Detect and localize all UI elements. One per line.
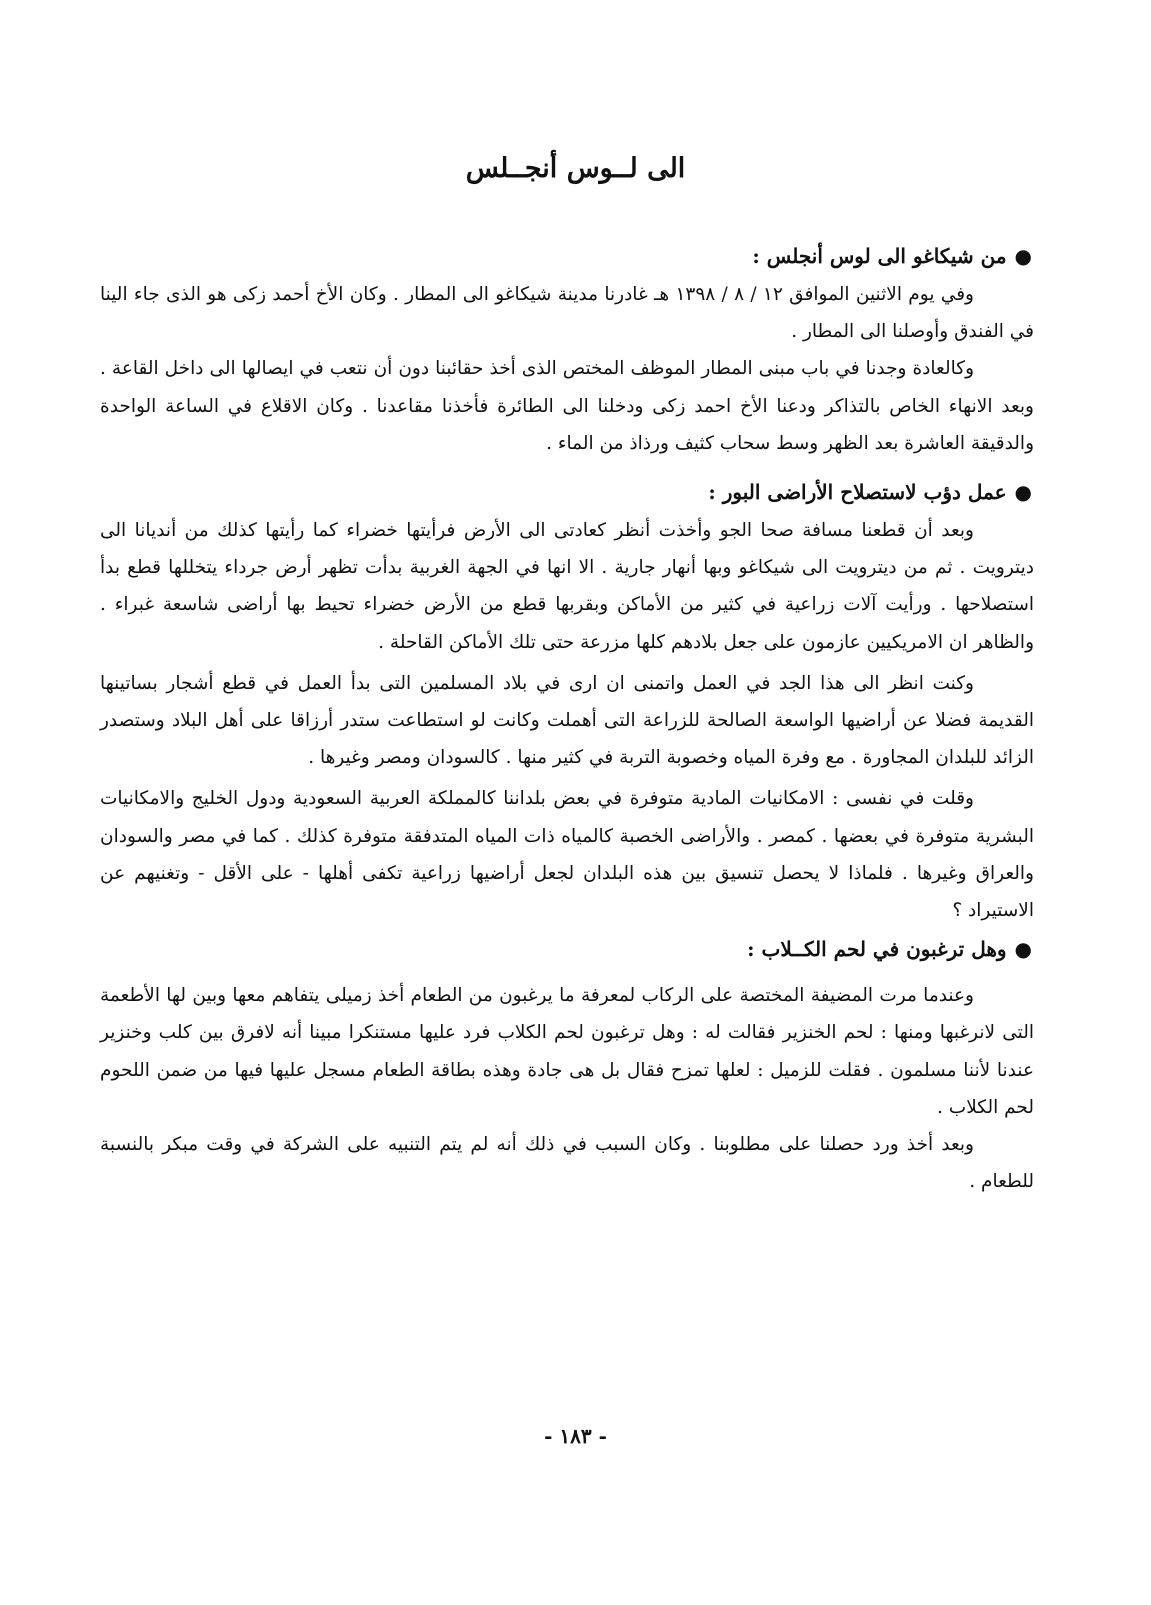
section-heading-1: ●من شيكاغو الى لوس أنجلس : [752, 244, 1032, 268]
bullet-icon: ● [1014, 937, 1032, 962]
paragraph: وقلت في نفسى : الامكانيات المادية متوفرة في بعض بلداننا كالمملكة العربية السعودية ودول الخليج والامكانيات البشرية متوفرة في بعضها . كمصر . والأراضى الخصبة كالمياه ذات المياه المتدفقة متوفرة كذلك . كما في مصر والسودان والعراق وغيرها . فلماذا لا يحصل تنسيق بين هذه البلدان لجعل أراضيها زراعية تكفى أهلها - على الأقل - وتغنيهم عن الاستيراد ؟ [100, 788, 1034, 922]
chapter-title: الى لــوس أنجــلس [465, 153, 686, 184]
bullet-icon: ● [1014, 244, 1032, 268]
paragraph: وكالعادة وجدنا في باب مبنى المطار الموظف المختص الذى أخذ حقائبنا دون أن نتعب في ايصالها الى داخل القاعة . وبعد الانهاء الخاص بالتذاكر ودعنا الأخ احمد زكى ودخلنا الى الطائرة فأخذنا مقاعدنا . وكان الاقلاع في الساعة الواحدة والدقيقة العاشرة بعد الظهر وسط سحاب كثيف ورذاذ من الماء . [100, 358, 1034, 454]
paragraph: وفي يوم الاثنين الموافق ١٢ / ٨ / ١٣٩٨ هـ غادرنا مدينة شيكاغو الى المطار . وكان الأخ أحمد زكى هو الذى جاء الينا في الفندق وأوصلنا الى المطار . [100, 284, 1034, 343]
section-heading-3: ●وهل ترغبون في لحم الكــلاب : [747, 937, 1032, 962]
paragraph: وبعد أن قطعنا مسافة صحا الجو وأخذت أنظر كعادتى الى الأرض فرأيتها خضراء كما رأيتها كذلك من أنديانا الى ديترويت . ثم من ديترويت الى شيكاغو وبها أنهار جارية . الا انها في الجهة الغربية بدأت تظهر أرض جرداء يتخللها قطع بدأ استصلاحها . ورأيت آلات زراعية في كثير من الأماكن وبقربها قطع من الأرض خضراء تحيط بها أراضى شاسعة غبراء . والظاهر ان الامريكيين عازمون على جعل بلادهم كلها مزرعة حتى تلك الأماكن القاحلة . [100, 520, 1034, 653]
document-body [100, 236, 1034, 1200]
paragraph: وبعد أخذ ورد حصلنا على مطلوبنا . وكان السبب في ذلك أنه لم يتم التنبيه على الشركة في وقت مبكر بالنسبة للطعام . [100, 1134, 1034, 1193]
paragraph: وكنت انظر الى هذا الجد في العمل واتمنى ان ارى في بلاد المسلمين التى بدأ العمل في قطع أشجار بساتينها القديمة فضلا عن أراضيها الواسعة الصالحة للزراعة التى أهملت وكانت لو استطاعت ستدر أرزاقا على أهل البلاد وستصدر الزائد للبلدان المجاورة . مع وفرة المياه وخصوبة التربة في كثير منها . كالسودان ومصر وغيرها . [100, 672, 1034, 769]
page-number: - ١٨٣ - [544, 1424, 607, 1448]
bullet-icon: ● [1014, 480, 1032, 505]
section-heading-2: ●عمل دؤب لاستصلاح الأراضى البور : [708, 480, 1032, 505]
paragraph: وعندما مرت المضيفة المختصة على الركاب لمعرفة ما يرغبون من الطعام أخذ زميلى يتفاهم معها وبين لها الأطعمة التى لانرغبها ومنها : لحم الخنزير فقالت له : وهل ترغبون لحم الكلاب فرد عليها مستنكرا مبينا أنه لافرق بين كلب وخنزير عندنا لأننا مسلمون . فقلت للزميل : لعلها تمزح فقال بل هى جادة وهذه بطاقة الطعام مسجل عليها فيها من ضمن اللحوم لحم الكلاب . [100, 985, 1034, 1118]
